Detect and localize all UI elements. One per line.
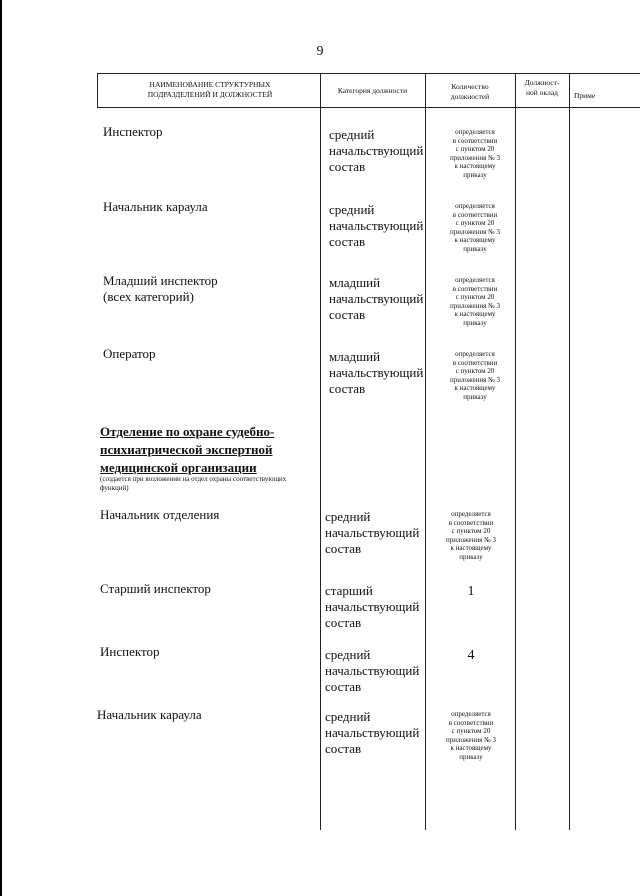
row-category: средний начальствующий состав	[325, 709, 420, 756]
row-position-name: Старший инспектор	[100, 581, 211, 596]
row-category: средний начальствующий состав	[329, 202, 424, 249]
table-header-border	[97, 107, 640, 108]
table-top-border	[97, 73, 640, 74]
row-category: младший начальствующий состав	[329, 275, 424, 322]
table-left-border	[97, 73, 98, 108]
row-position-name: Инспектор	[100, 644, 160, 659]
row-quantity: определяется в соответствии с пунктом 20 приложения № 3 к настоящему приказу	[449, 350, 501, 401]
scan-edge	[0, 0, 2, 896]
row-position-name: Младший инспектор (всех категорий)	[103, 273, 218, 304]
row-quantity: определяется в соответствии с пунктом 20 приложения № 3 к настоящему приказу	[445, 510, 497, 561]
row-category: младший начальствующий состав	[329, 349, 424, 396]
row-position-name: Начальник караула	[103, 199, 208, 214]
row-position-name: Начальник отделения	[100, 507, 220, 522]
header-salary: Должност-ной оклад	[524, 78, 560, 97]
row-category: средний начальствующий состав	[325, 647, 420, 694]
row-quantity: определяется в соответствии с пунктом 20 приложения № 3 к настоящему приказу	[445, 710, 497, 761]
row-category: средний начальствующий состав	[325, 509, 420, 556]
row-quantity: 1	[467, 584, 475, 599]
row-category: старший начальствующий состав	[325, 583, 420, 630]
row-quantity: 4	[467, 648, 475, 663]
row-category: средний начальствующий состав	[329, 127, 424, 174]
column-divider-quantity	[425, 73, 426, 830]
row-quantity: определяется в соответствии с пунктом 20 приложения № 3 к настоящему приказу	[449, 128, 501, 179]
column-divider-category	[320, 73, 321, 830]
page-number: 9	[316, 44, 324, 59]
header-name: НАИМЕНОВАНИЕ СТРУКТУРНЫХ ПОДРАЗДЕЛЕНИЙ И ДОЛЖНОСТЕЙ	[147, 80, 273, 99]
section-title: Отделение по охране судебно-психиатрической экспертной медицинской организации	[100, 424, 275, 475]
header-note: Приме	[574, 91, 596, 100]
row-position-name: Инспектор	[103, 124, 163, 139]
section-note: (создается при возложении на отдел охраны соответствующих функций)	[100, 475, 287, 492]
header-category: Категория должности	[337, 86, 408, 95]
row-position-name: Начальник караула	[97, 707, 202, 722]
column-divider-salary	[515, 73, 516, 830]
row-quantity: определяется в соответствии с пунктом 20 приложения № 3 к настоящему приказу	[449, 276, 501, 327]
row-quantity: определяется в соответствии с пунктом 20 приложения № 3 к настоящему приказу	[449, 202, 501, 253]
header-quantity: Количество должностей	[450, 82, 490, 101]
column-divider-note	[569, 73, 570, 830]
row-position-name: Оператор	[103, 346, 156, 361]
